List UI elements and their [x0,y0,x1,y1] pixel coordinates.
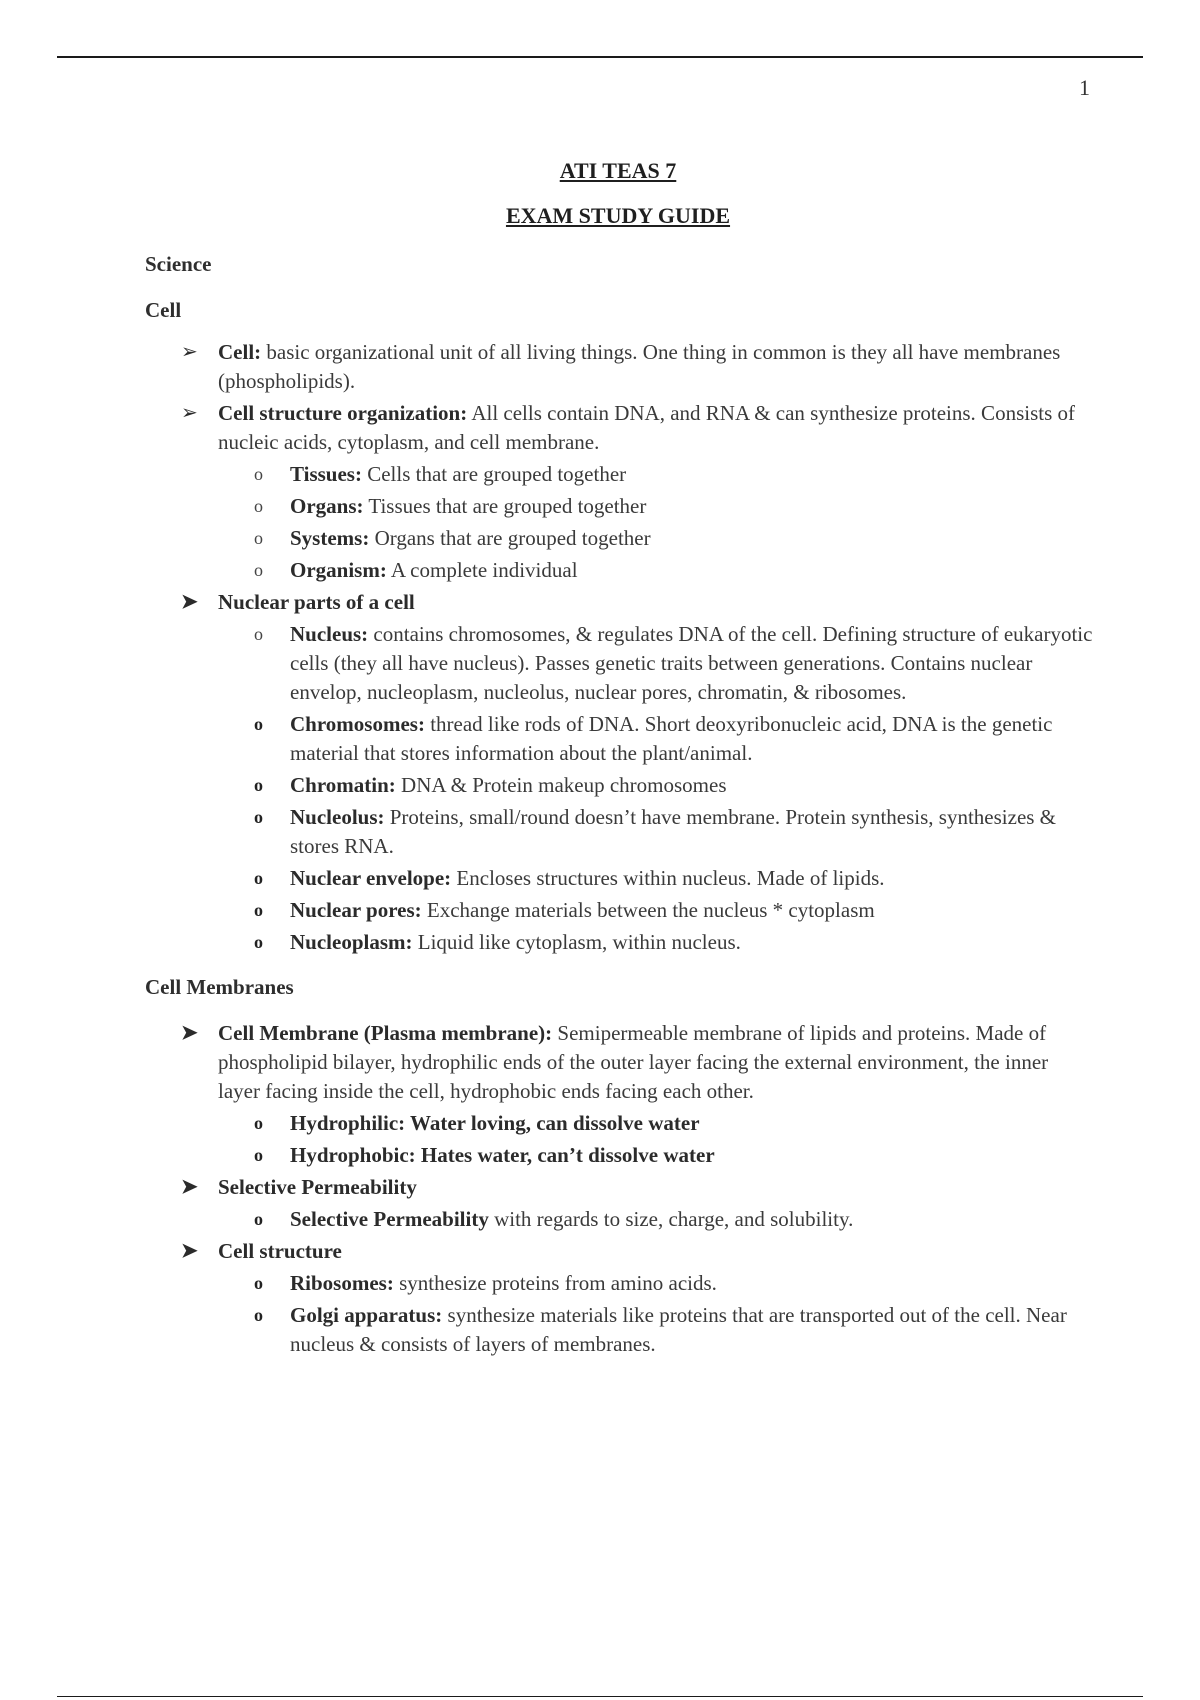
circle-bullet-icon: o [254,868,263,888]
circle-bullet-icon: o [254,528,263,548]
list-item-selective-permeability-heading [145,1173,1095,1202]
circle-bullet-icon: o [254,1145,263,1165]
term: Ribosomes: [290,1271,394,1295]
definition: thread like rods of DNA. Short deoxyribonucleic acid, DNA is the genetic material that stores information about the plant/animal. [290,712,1053,765]
definition: with regards to size, charge, and solubility. [488,1207,854,1231]
circle-bullet-icon: o [254,624,263,644]
bottom-rule [57,1696,1143,1697]
list-item-cell-structure-heading [145,1237,1095,1266]
list-item-nuclear-parts [145,588,1095,617]
list-item-organs [145,492,1095,521]
circle-bullet-icon: o [254,1209,263,1229]
section-heading-cell-membranes: Cell Membranes [145,975,294,999]
circle-bullet-icon: o [254,932,263,952]
document-body [145,250,1095,1359]
circle-bullet-icon: o [254,1113,263,1133]
page-number: 1 [1079,75,1090,100]
circle-bullet-icon: o [254,807,263,827]
list-item-cell [145,338,1095,396]
list-item-tissues [145,460,1095,489]
definition: Tissues that are grouped together [363,494,647,518]
term: Organism: [290,558,387,582]
list-item-nuclear-envelope [145,864,1095,893]
definition: Organs that are grouped together [369,526,651,550]
list-item-chromosomes [145,710,1095,768]
arrow-bullet-icon: ➢ [181,341,198,363]
definition: contains chromosomes, & regulates DNA of the cell. Defining structure of eukaryotic cells (they all have nucleus). Passes genetic traits between generations. Contains nuclear envelop, nucleoplasm, nucleolus, nuclear pores, chromatin, & ribosomes. [290,622,1093,704]
term: Nucleus: [290,622,369,646]
term: Organs: [290,494,364,518]
list-item-ribosomes [145,1269,1095,1298]
term: Nuclear envelope: [290,866,452,890]
list-item-plasma-membrane [145,1019,1095,1106]
term: Selective Permeability [218,1175,417,1199]
term: Nuclear parts of a cell [218,590,415,614]
list-item-nucleoplasm [145,928,1095,957]
definition: basic organizational unit of all living things. One thing in common is they all have membranes (phospholipids). [218,340,1061,393]
term: Hydrophobic: Hates water, can’t dissolve water [290,1143,715,1167]
definition: Proteins, small/round doesn’t have membrane. Protein synthesis, synthesizes & stores RNA. [290,805,1057,858]
definition: A complete individual [386,558,578,582]
definition: Cells that are grouped together [361,462,627,486]
term: Cell: [218,340,262,364]
term: Nucleolus: [290,805,385,829]
document-subtitle: EXAM STUDY GUIDE [505,203,731,228]
list-item-nucleolus [145,803,1095,861]
term: Chromosomes: [290,712,425,736]
list-item-chromatin [145,771,1095,800]
arrow-bullet-icon: ➤ [181,591,198,613]
list-item-nucleus [145,620,1095,707]
list-item-selective-permeability [145,1205,1095,1234]
circle-bullet-icon: o [254,496,263,516]
circle-bullet-icon: o [254,560,263,580]
circle-bullet-icon: o [254,464,263,484]
term: Hydrophilic: Water loving, can dissolve water [290,1111,700,1135]
arrow-bullet-icon: ➤ [181,1022,198,1044]
list-item-systems [145,524,1095,553]
term: Nucleoplasm: [290,930,413,954]
section-heading-science: Science [145,252,212,276]
term: Cell Membrane (Plasma membrane): [218,1021,553,1045]
definition: synthesize proteins from amino acids. [393,1271,717,1295]
definition: All cells contain DNA, and RNA & can synthesize proteins. Consists of nucleic acids, cytoplasm, and cell membrane. [218,401,1075,454]
list-item-nuclear-pores [145,896,1095,925]
term: Selective Permeability [290,1207,489,1231]
term: Systems: [290,526,370,550]
definition: Semipermeable membrane of lipids and proteins. Made of phospholipid bilayer, hydrophilic ends of the outer layer facing the external environment, the inner layer facing inside the cell, hydrophobic ends facing each other. [218,1021,1049,1103]
term: Golgi apparatus: [290,1303,443,1327]
arrow-bullet-icon: ➤ [181,1176,198,1198]
circle-bullet-icon: o [254,900,263,920]
definition: synthesize materials like proteins that are transported out of the cell. Near nucleus & consists of layers of membranes. [290,1303,1067,1356]
arrow-bullet-icon: ➢ [181,402,198,424]
top-rule [57,56,1143,58]
section-heading-cell: Cell [145,298,182,322]
definition: DNA & Protein makeup chromosomes [395,773,727,797]
definition: Encloses structures within nucleus. Made of lipids. [451,866,885,890]
circle-bullet-icon: o [254,714,263,734]
circle-bullet-icon: o [254,1273,263,1293]
term: Nuclear pores: [290,898,422,922]
list-item-hydrophilic [145,1109,1095,1138]
circle-bullet-icon: o [254,1305,263,1325]
list-item-organism [145,556,1095,585]
term: Chromatin: [290,773,396,797]
circle-bullet-icon: o [254,775,263,795]
term: Cell structure organization: [218,401,468,425]
arrow-bullet-icon: ➤ [181,1240,198,1262]
list-item-golgi [145,1301,1095,1359]
list-item-cell-structure [145,399,1095,457]
definition: Liquid like cytoplasm, within nucleus. [412,930,741,954]
definition: Exchange materials between the nucleus * cytoplasm [421,898,875,922]
document-title: ATI TEAS 7 [559,158,677,183]
term: Tissues: [290,462,362,486]
term: Cell structure [218,1239,342,1263]
list-item-hydrophobic [145,1141,1095,1170]
